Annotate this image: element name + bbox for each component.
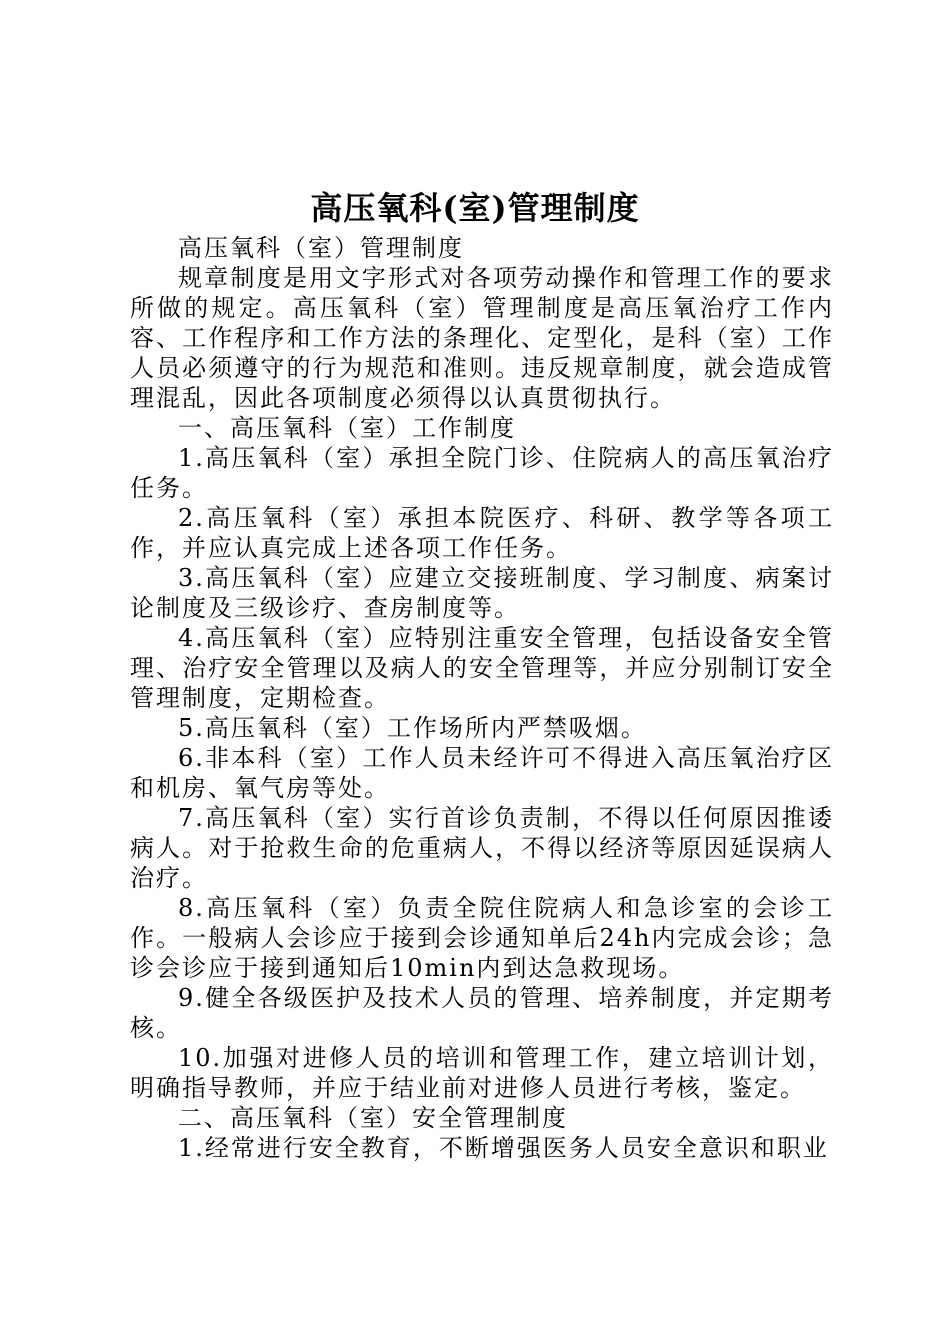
rule-item-5: 5.高压氧科（室）工作场所内严禁吸烟。: [178, 714, 647, 742]
rule-item-8: 8.高压氧科（室）负责全院住院病人和急诊室的会诊工作。一般病人会诊应于接到会诊通知单后24h内完成会诊；急诊会诊应于接到通知后10min内到达急救现场。: [130, 894, 834, 982]
section-heading-safety-rules: 二、高压氧科（室）安全管理制度: [178, 1104, 568, 1132]
rule-item-2: 2.高压氧科（室）承担本院医疗、科研、教学等各项工作，并应认真完成上述各项工作任务。: [130, 504, 834, 562]
document-title: 高压氧科(室)管理制度: [310, 189, 640, 227]
rule-item-9: 9.健全各级医护及技术人员的管理、培养制度，并定期考核。: [130, 984, 834, 1042]
rule-item-10: 10.加强对进修人员的培训和管理工作，建立培训计划，明确指导教师，并应于结业前对进修人员进行考核，鉴定。: [130, 1044, 834, 1102]
safety-item-1: 1.经常进行安全教育，不断增强医务人员安全意识和职业: [178, 1134, 829, 1162]
rule-item-3: 3.高压氧科（室）应建立交接班制度、学习制度、病案讨论制度及三级诊疗、查房制度等。: [130, 564, 834, 622]
rule-item-4: 4.高压氧科（室）应特别注重安全管理，包括设备安全管理、治疗安全管理以及病人的安全管理等，并应分别制订安全管理制度，定期检查。: [130, 624, 834, 712]
paragraph-heading: 高压氧科（室）管理制度: [178, 234, 464, 262]
rule-item-7: 7.高压氧科（室）实行首诊负责制，不得以任何原因推诿病人。对于抢救生命的危重病人，不得以经济等原因延误病人治疗。: [130, 804, 834, 892]
paragraph-intro: 规章制度是用文字形式对各项劳动操作和管理工作的要求所做的规定。高压氧科（室）管理制度是高压氧治疗工作内容、工作程序和工作方法的条理化、定型化，是科（室）工作人员必须遵守的行为规范和准则。违反规章制度，就会造成管理混乱，因此各项制度必须得以认真贯彻执行。: [130, 264, 834, 412]
section-heading-work-rules: 一、高压氧科（室）工作制度: [178, 414, 516, 442]
rule-item-6: 6.非本科（室）工作人员未经许可不得进入高压氧治疗区和机房、氧气房等处。: [130, 744, 834, 802]
rule-item-1: 1.高压氧科（室）承担全院门诊、住院病人的高压氧治疗任务。: [130, 444, 834, 502]
document-body: [130, 233, 834, 1163]
